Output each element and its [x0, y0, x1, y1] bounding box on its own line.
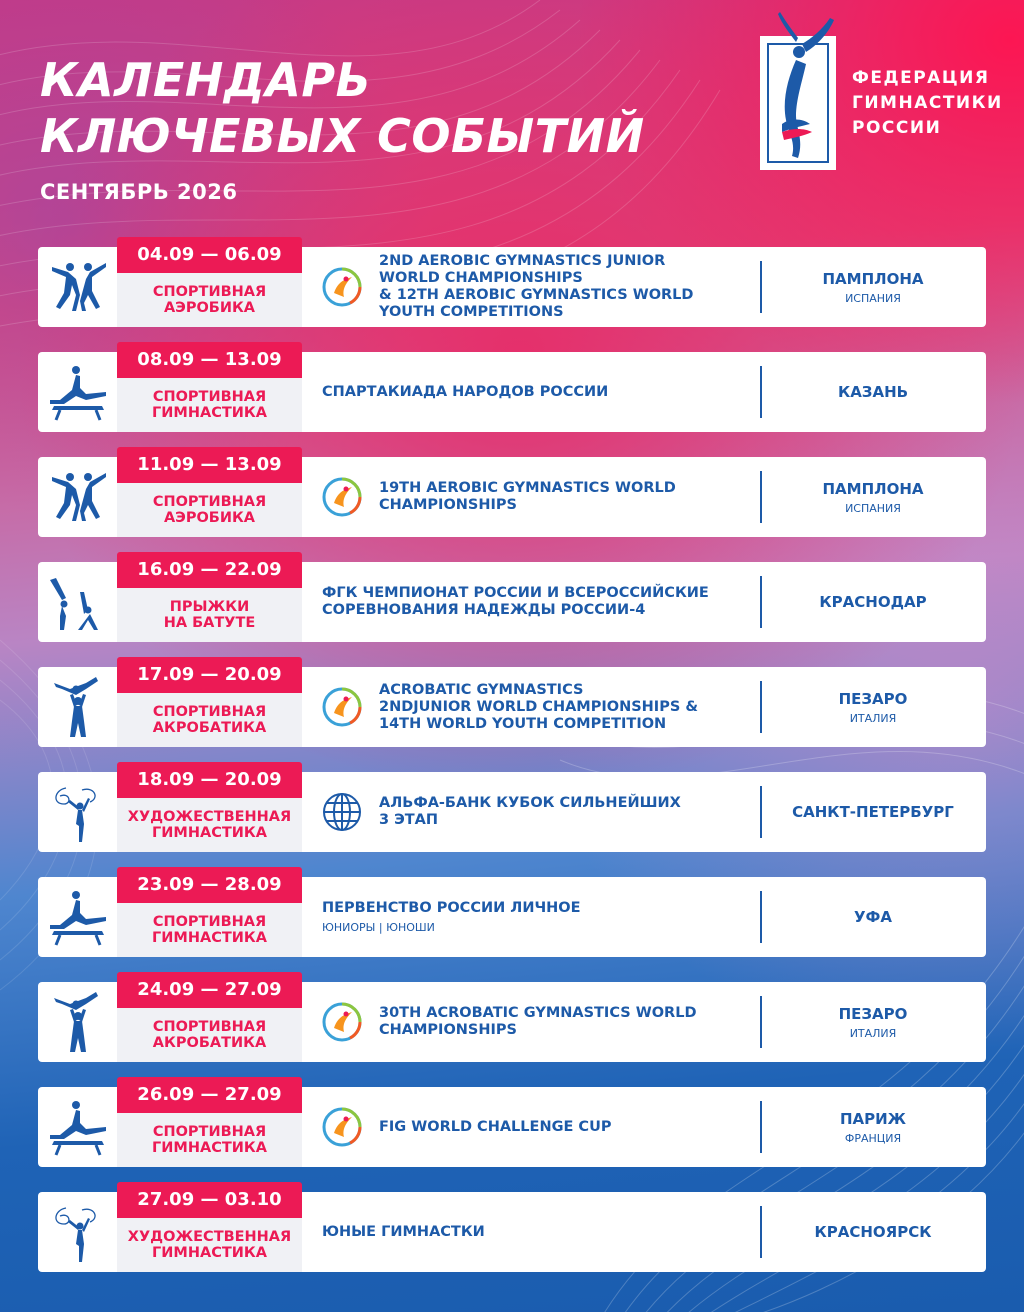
- aerobics-pair-icon: [46, 465, 110, 529]
- pommel-horse-icon: [46, 1095, 110, 1159]
- event-location: [768, 877, 978, 957]
- location-divider: [760, 891, 762, 943]
- sport-discipline-line-2: ГИМНАСТИКА: [152, 1140, 267, 1156]
- event-card: [38, 874, 986, 957]
- sport-discipline-line-1: СПОРТИВНАЯ: [152, 704, 267, 720]
- acrobatics-icon: [46, 675, 110, 739]
- event-dates: 11.09 — 13.09: [117, 447, 302, 483]
- event-title: АЛЬФА-БАНК КУБОК СИЛЬНЕЙШИХ 3 ЭТАП: [379, 795, 681, 828]
- fig-logo-icon: [322, 1002, 362, 1042]
- event-card: [38, 349, 986, 432]
- event-city: УФА: [853, 908, 893, 926]
- event-info: [322, 1087, 762, 1167]
- event-location: [768, 457, 978, 537]
- federation-name: [852, 66, 1003, 141]
- location-divider: [760, 1206, 762, 1258]
- federation-name-line-3: РОССИИ: [852, 118, 942, 138]
- event-card: [38, 559, 986, 642]
- location-divider: [760, 366, 762, 418]
- event-info: [322, 352, 762, 432]
- event-title: ФГК ЧЕМПИОНАТ РОССИИ И ВСЕРОССИЙСКИЕ СОРЕВНОВАНИЯ НАДЕЖДЫ РОССИИ-4: [322, 585, 709, 618]
- sport-discipline-line-2: АЭРОБИКА: [163, 300, 256, 316]
- sport-discipline-line-2: ГИМНАСТИКА: [152, 825, 267, 841]
- event-city: ПАРИЖ: [839, 1109, 907, 1128]
- sport-discipline-line-1: ХУДОЖЕСТВЕННАЯ: [127, 809, 292, 825]
- title-line-1: КАЛЕНДАРЬ: [40, 53, 372, 107]
- event-info: [322, 247, 762, 327]
- event-city: ПЕЗАРО: [838, 689, 908, 708]
- sport-discipline: [117, 914, 302, 946]
- event-dates: 16.09 — 22.09: [117, 552, 302, 588]
- sport-discipline: [117, 389, 302, 421]
- federation-name-line-2: ГИМНАСТИКИ: [852, 93, 1003, 113]
- event-title: 30TH ACROBATIC GYMNASTICS WORLD CHAMPIONSHIPS: [379, 1005, 697, 1038]
- event-location: [768, 1087, 978, 1167]
- federation-name-line-1: ФЕДЕРАЦИЯ: [852, 68, 990, 88]
- sport-discipline: [117, 284, 302, 316]
- location-divider: [760, 576, 762, 628]
- fig-logo-icon: [322, 267, 362, 307]
- sport-discipline-line-2: АКРОБАТИКА: [152, 1035, 267, 1051]
- location-divider: [760, 996, 762, 1048]
- event-city: ПАМПЛОНА: [822, 269, 924, 288]
- event-card: [38, 664, 986, 747]
- period-subtitle: СЕНТЯБРЬ 2026: [40, 180, 238, 204]
- event-dates: 27.09 — 03.10: [117, 1182, 302, 1218]
- event-dates: 24.09 — 27.09: [117, 972, 302, 1008]
- event-location: [768, 1192, 978, 1272]
- event-title: FIG WORLD CHALLENGE CUP: [379, 1118, 612, 1135]
- event-card: [38, 1189, 986, 1272]
- event-info: [322, 562, 762, 642]
- event-card: [38, 769, 986, 852]
- event-city: КРАСНОЯРСК: [814, 1223, 932, 1241]
- sport-discipline-line-2: НА БАТУТЕ: [163, 615, 256, 631]
- pommel-horse-icon: [46, 360, 110, 424]
- event-dates: 26.09 — 27.09: [117, 1077, 302, 1113]
- fig-logo-icon: [322, 1107, 362, 1147]
- sport-discipline-line-2: ГИМНАСТИКА: [152, 405, 267, 421]
- event-title: ACROBATIC GYMNASTICS 2NDJUNIOR WORLD CHAMPIONSHIPS & 14TH WORLD YOUTH COMPETITION: [379, 681, 698, 732]
- event-info: [322, 457, 762, 537]
- fig-logo-icon: [322, 477, 362, 517]
- event-country: ФРАНЦИЯ: [844, 1131, 902, 1145]
- event-location: [768, 247, 978, 327]
- sport-discipline: [117, 809, 302, 841]
- event-dates: 18.09 — 20.09: [117, 762, 302, 798]
- title-line-2: КЛЮЧЕВЫХ СОБЫТИЙ: [40, 109, 645, 163]
- rhythmic-ribbon-icon: [46, 780, 110, 844]
- sport-discipline-line-1: ПРЫЖКИ: [169, 599, 250, 615]
- location-divider: [760, 471, 762, 523]
- event-location: [768, 667, 978, 747]
- event-info: [322, 982, 762, 1062]
- event-title: 19TH AEROBIC GYMNASTICS WORLD CHAMPIONSHIPS: [379, 480, 676, 513]
- location-divider: [760, 1101, 762, 1153]
- event-country: ИСПАНИЯ: [845, 501, 901, 515]
- event-location: [768, 772, 978, 852]
- sport-discipline-line-2: ГИМНАСТИКА: [152, 930, 267, 946]
- event-title: СПАРТАКИАДА НАРОДОВ РОССИИ: [322, 383, 609, 400]
- event-country: ИСПАНИЯ: [845, 291, 901, 305]
- sport-discipline-line-2: ГИМНАСТИКА: [152, 1245, 267, 1261]
- event-title: ПЕРВЕНСТВО РОССИИ ЛИЧНОЕ: [322, 900, 581, 916]
- event-info: [322, 772, 762, 852]
- event-city: ПЕЗАРО: [838, 1004, 908, 1023]
- sport-discipline-line-1: СПОРТИВНАЯ: [152, 389, 267, 405]
- event-dates: 08.09 — 13.09: [117, 342, 302, 378]
- event-location: [768, 982, 978, 1062]
- event-dates: 04.09 — 06.09: [117, 237, 302, 273]
- event-country: ИТАЛИЯ: [849, 711, 897, 725]
- page-title: [40, 52, 645, 164]
- sport-discipline: [117, 1229, 302, 1261]
- event-info: [322, 877, 762, 957]
- acrobatics-icon: [46, 990, 110, 1054]
- event-card: [38, 244, 986, 327]
- sport-discipline: [117, 1124, 302, 1156]
- event-country: ИТАЛИЯ: [849, 1026, 897, 1040]
- globe-icon: [322, 792, 362, 832]
- sport-discipline-line-1: СПОРТИВНАЯ: [152, 284, 267, 300]
- sport-discipline-line-2: АЭРОБИКА: [163, 510, 256, 526]
- sport-discipline-line-2: АКРОБАТИКА: [152, 720, 267, 736]
- pommel-horse-icon: [46, 885, 110, 949]
- sport-discipline-line-1: ХУДОЖЕСТВЕННАЯ: [127, 1229, 292, 1245]
- sport-discipline: [117, 1019, 302, 1051]
- sport-discipline-line-1: СПОРТИВНАЯ: [152, 914, 267, 930]
- sport-discipline: [117, 704, 302, 736]
- sport-discipline: [117, 494, 302, 526]
- aerobics-pair-icon: [46, 255, 110, 319]
- rhythmic-ribbon-icon: [46, 1200, 110, 1264]
- event-city: ПАМПЛОНА: [822, 479, 924, 498]
- sport-discipline: [117, 599, 302, 631]
- event-note: ЮНИОРЫ | ЮНОШИ: [322, 921, 435, 934]
- location-divider: [760, 786, 762, 838]
- event-title: 2ND AEROBIC GYMNASTICS JUNIOR WORLD CHAMPIONSHIPS & 12TH AEROBIC GYMNASTICS WORLD YOUTH COMPETITIONS: [379, 253, 694, 320]
- event-card: [38, 979, 986, 1062]
- event-city: КРАСНОДАР: [819, 593, 927, 611]
- event-info: [322, 1192, 762, 1272]
- event-location: [768, 352, 978, 432]
- sport-discipline-line-1: СПОРТИВНАЯ: [152, 1124, 267, 1140]
- event-card: [38, 1084, 986, 1167]
- event-info: [322, 667, 762, 747]
- location-divider: [760, 261, 762, 313]
- location-divider: [760, 681, 762, 733]
- event-city: КАЗАНЬ: [837, 383, 909, 401]
- event-card: [38, 454, 986, 537]
- trampoline-icon: [46, 570, 110, 634]
- federation-gymnast-logo-icon: [752, 8, 852, 178]
- sport-discipline-line-1: СПОРТИВНАЯ: [152, 494, 267, 510]
- sport-discipline-line-1: СПОРТИВНАЯ: [152, 1019, 267, 1035]
- event-dates: 17.09 — 20.09: [117, 657, 302, 693]
- event-title: ЮНЫЕ ГИМНАСТКИ: [322, 1223, 485, 1240]
- event-dates: 23.09 — 28.09: [117, 867, 302, 903]
- event-location: [768, 562, 978, 642]
- event-city: САНКТ-ПЕТЕРБУРГ: [792, 803, 954, 821]
- fig-logo-icon: [322, 687, 362, 727]
